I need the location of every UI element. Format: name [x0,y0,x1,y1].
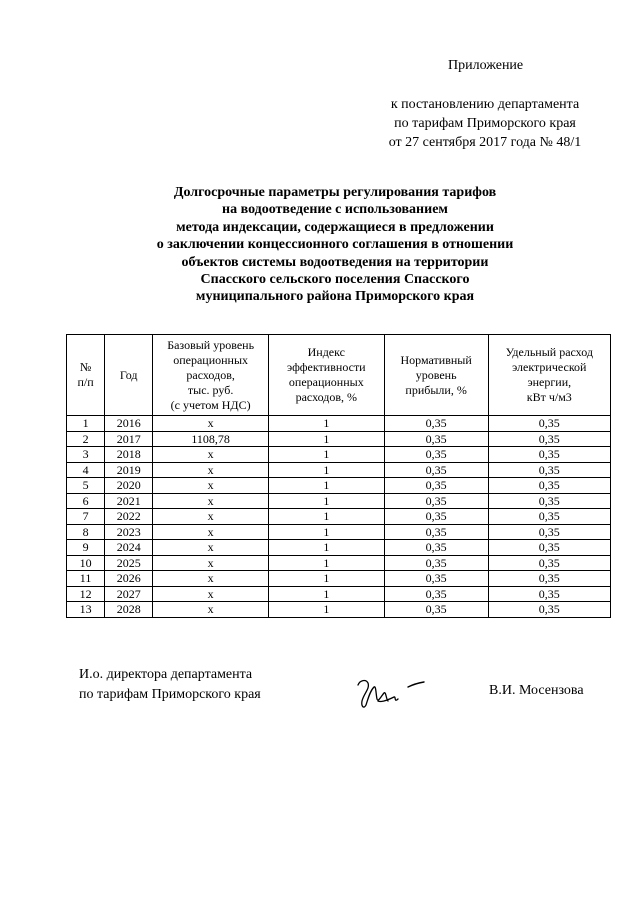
table-row [67,602,611,618]
cell-energy: 0,35 [488,586,610,602]
header-year: Год [105,335,153,416]
cell-profit: 0,35 [384,416,488,432]
table-header-row [67,335,611,416]
position-line: И.о. директора департамента [79,667,253,682]
cell-profit: 0,35 [384,586,488,602]
appendix-line: по тарифам Приморского края [394,116,576,131]
cell-idx: 1 [268,602,384,618]
cell-base: х [153,478,269,494]
cell-num: 4 [67,462,105,478]
cell-year: 2025 [105,555,153,571]
cell-energy: 0,35 [488,602,610,618]
cell-year: 2028 [105,602,153,618]
document-title [100,184,570,306]
cell-base: х [153,540,269,556]
cell-year: 2016 [105,416,153,432]
cell-energy: 0,35 [488,524,610,540]
cell-idx: 1 [268,540,384,556]
title-line: Долгосрочные параметры регулирования тарифов [173,185,497,200]
cell-base: х [153,462,269,478]
header-num: № п/п [67,335,105,416]
cell-idx: 1 [268,493,384,509]
table-row [67,571,611,587]
cell-base: 1108,78 [153,431,269,447]
cell-year: 2021 [105,493,153,509]
cell-base: х [153,602,269,618]
cell-energy: 0,35 [488,447,610,463]
table-row [67,462,611,478]
cell-energy: 0,35 [488,493,610,509]
cell-profit: 0,35 [384,571,488,587]
cell-idx: 1 [268,478,384,494]
cell-idx: 1 [268,571,384,587]
cell-base: х [153,524,269,540]
cell-base: х [153,416,269,432]
cell-energy: 0,35 [488,431,610,447]
appendix-block [360,56,610,152]
cell-year: 2022 [105,509,153,525]
cell-idx: 1 [268,509,384,525]
cell-idx: 1 [268,431,384,447]
appendix-line: от 27 сентября 2017 года № 48/1 [388,135,582,150]
header-base-level: Базовый уровень операционных расходов, тыс. руб. (с учетом НДС) [153,335,269,416]
title-line: на водоотведение с использованием [222,202,448,218]
cell-idx: 1 [268,586,384,602]
cell-year: 2027 [105,586,153,602]
title-line: метода индексации, содержащиеся в предложении [176,219,494,235]
cell-energy: 0,35 [488,462,610,478]
cell-year: 2024 [105,540,153,556]
cell-year: 2017 [105,431,153,447]
cell-num: 2 [67,431,105,447]
cell-num: 7 [67,509,105,525]
cell-num: 8 [67,524,105,540]
table-row [67,509,611,525]
cell-profit: 0,35 [384,478,488,494]
signer-name: В.И. Мосензова [489,683,584,698]
table-row [67,524,611,540]
cell-idx: 1 [268,447,384,463]
cell-profit: 0,35 [384,447,488,463]
cell-year: 2020 [105,478,153,494]
table-row [67,493,611,509]
cell-base: х [153,571,269,587]
header-profit-level: Нормативный уровень прибыли, % [384,335,488,416]
position-line: по тарифам Приморского края [79,687,261,702]
appendix-title: Приложение [448,58,524,73]
cell-energy: 0,35 [488,555,610,571]
parameters-table [66,334,611,618]
signature-image [350,665,440,715]
title-line: муниципального района Приморского края [195,289,475,305]
cell-idx: 1 [268,416,384,432]
cell-num: 9 [67,540,105,556]
cell-base: х [153,555,269,571]
cell-energy: 0,35 [488,509,610,525]
signatory-position [79,665,261,705]
table-row [67,586,611,602]
cell-num: 1 [67,416,105,432]
cell-base: х [153,509,269,525]
cell-num: 6 [67,493,105,509]
cell-energy: 0,35 [488,540,610,556]
cell-idx: 1 [268,524,384,540]
cell-profit: 0,35 [384,509,488,525]
header-efficiency-index: Индекс эффективности операционных расходов, % [268,335,384,416]
cell-base: х [153,447,269,463]
cell-profit: 0,35 [384,493,488,509]
cell-year: 2019 [105,462,153,478]
cell-energy: 0,35 [488,416,610,432]
cell-num: 13 [67,602,105,618]
cell-profit: 0,35 [384,602,488,618]
cell-num: 10 [67,555,105,571]
table-row [67,447,611,463]
cell-num: 5 [67,478,105,494]
header-energy-consumption: Удельный расход электрической энергии, кВт ч/м3 [488,335,610,416]
cell-base: х [153,586,269,602]
cell-idx: 1 [268,555,384,571]
cell-profit: 0,35 [384,431,488,447]
cell-profit: 0,35 [384,462,488,478]
cell-year: 2018 [105,447,153,463]
table-row [67,416,611,432]
title-line: о заключении концессионного соглашения в отношении [156,237,514,253]
cell-base: х [153,493,269,509]
table-row [67,478,611,494]
cell-profit: 0,35 [384,540,488,556]
cell-profit: 0,35 [384,555,488,571]
cell-num: 3 [67,447,105,463]
cell-energy: 0,35 [488,478,610,494]
cell-idx: 1 [268,462,384,478]
cell-year: 2026 [105,571,153,587]
appendix-line: к постановлению департамента [390,97,580,112]
table-body [67,416,611,618]
cell-energy: 0,35 [488,571,610,587]
cell-year: 2023 [105,524,153,540]
cell-num: 11 [67,571,105,587]
title-line: объектов системы водоотведения на территории [181,254,489,270]
cell-profit: 0,35 [384,524,488,540]
title-line: Спасского сельского поселения Спасского [200,272,470,288]
table-row [67,540,611,556]
cell-num: 12 [67,586,105,602]
table-row [67,555,611,571]
table-row [67,431,611,447]
